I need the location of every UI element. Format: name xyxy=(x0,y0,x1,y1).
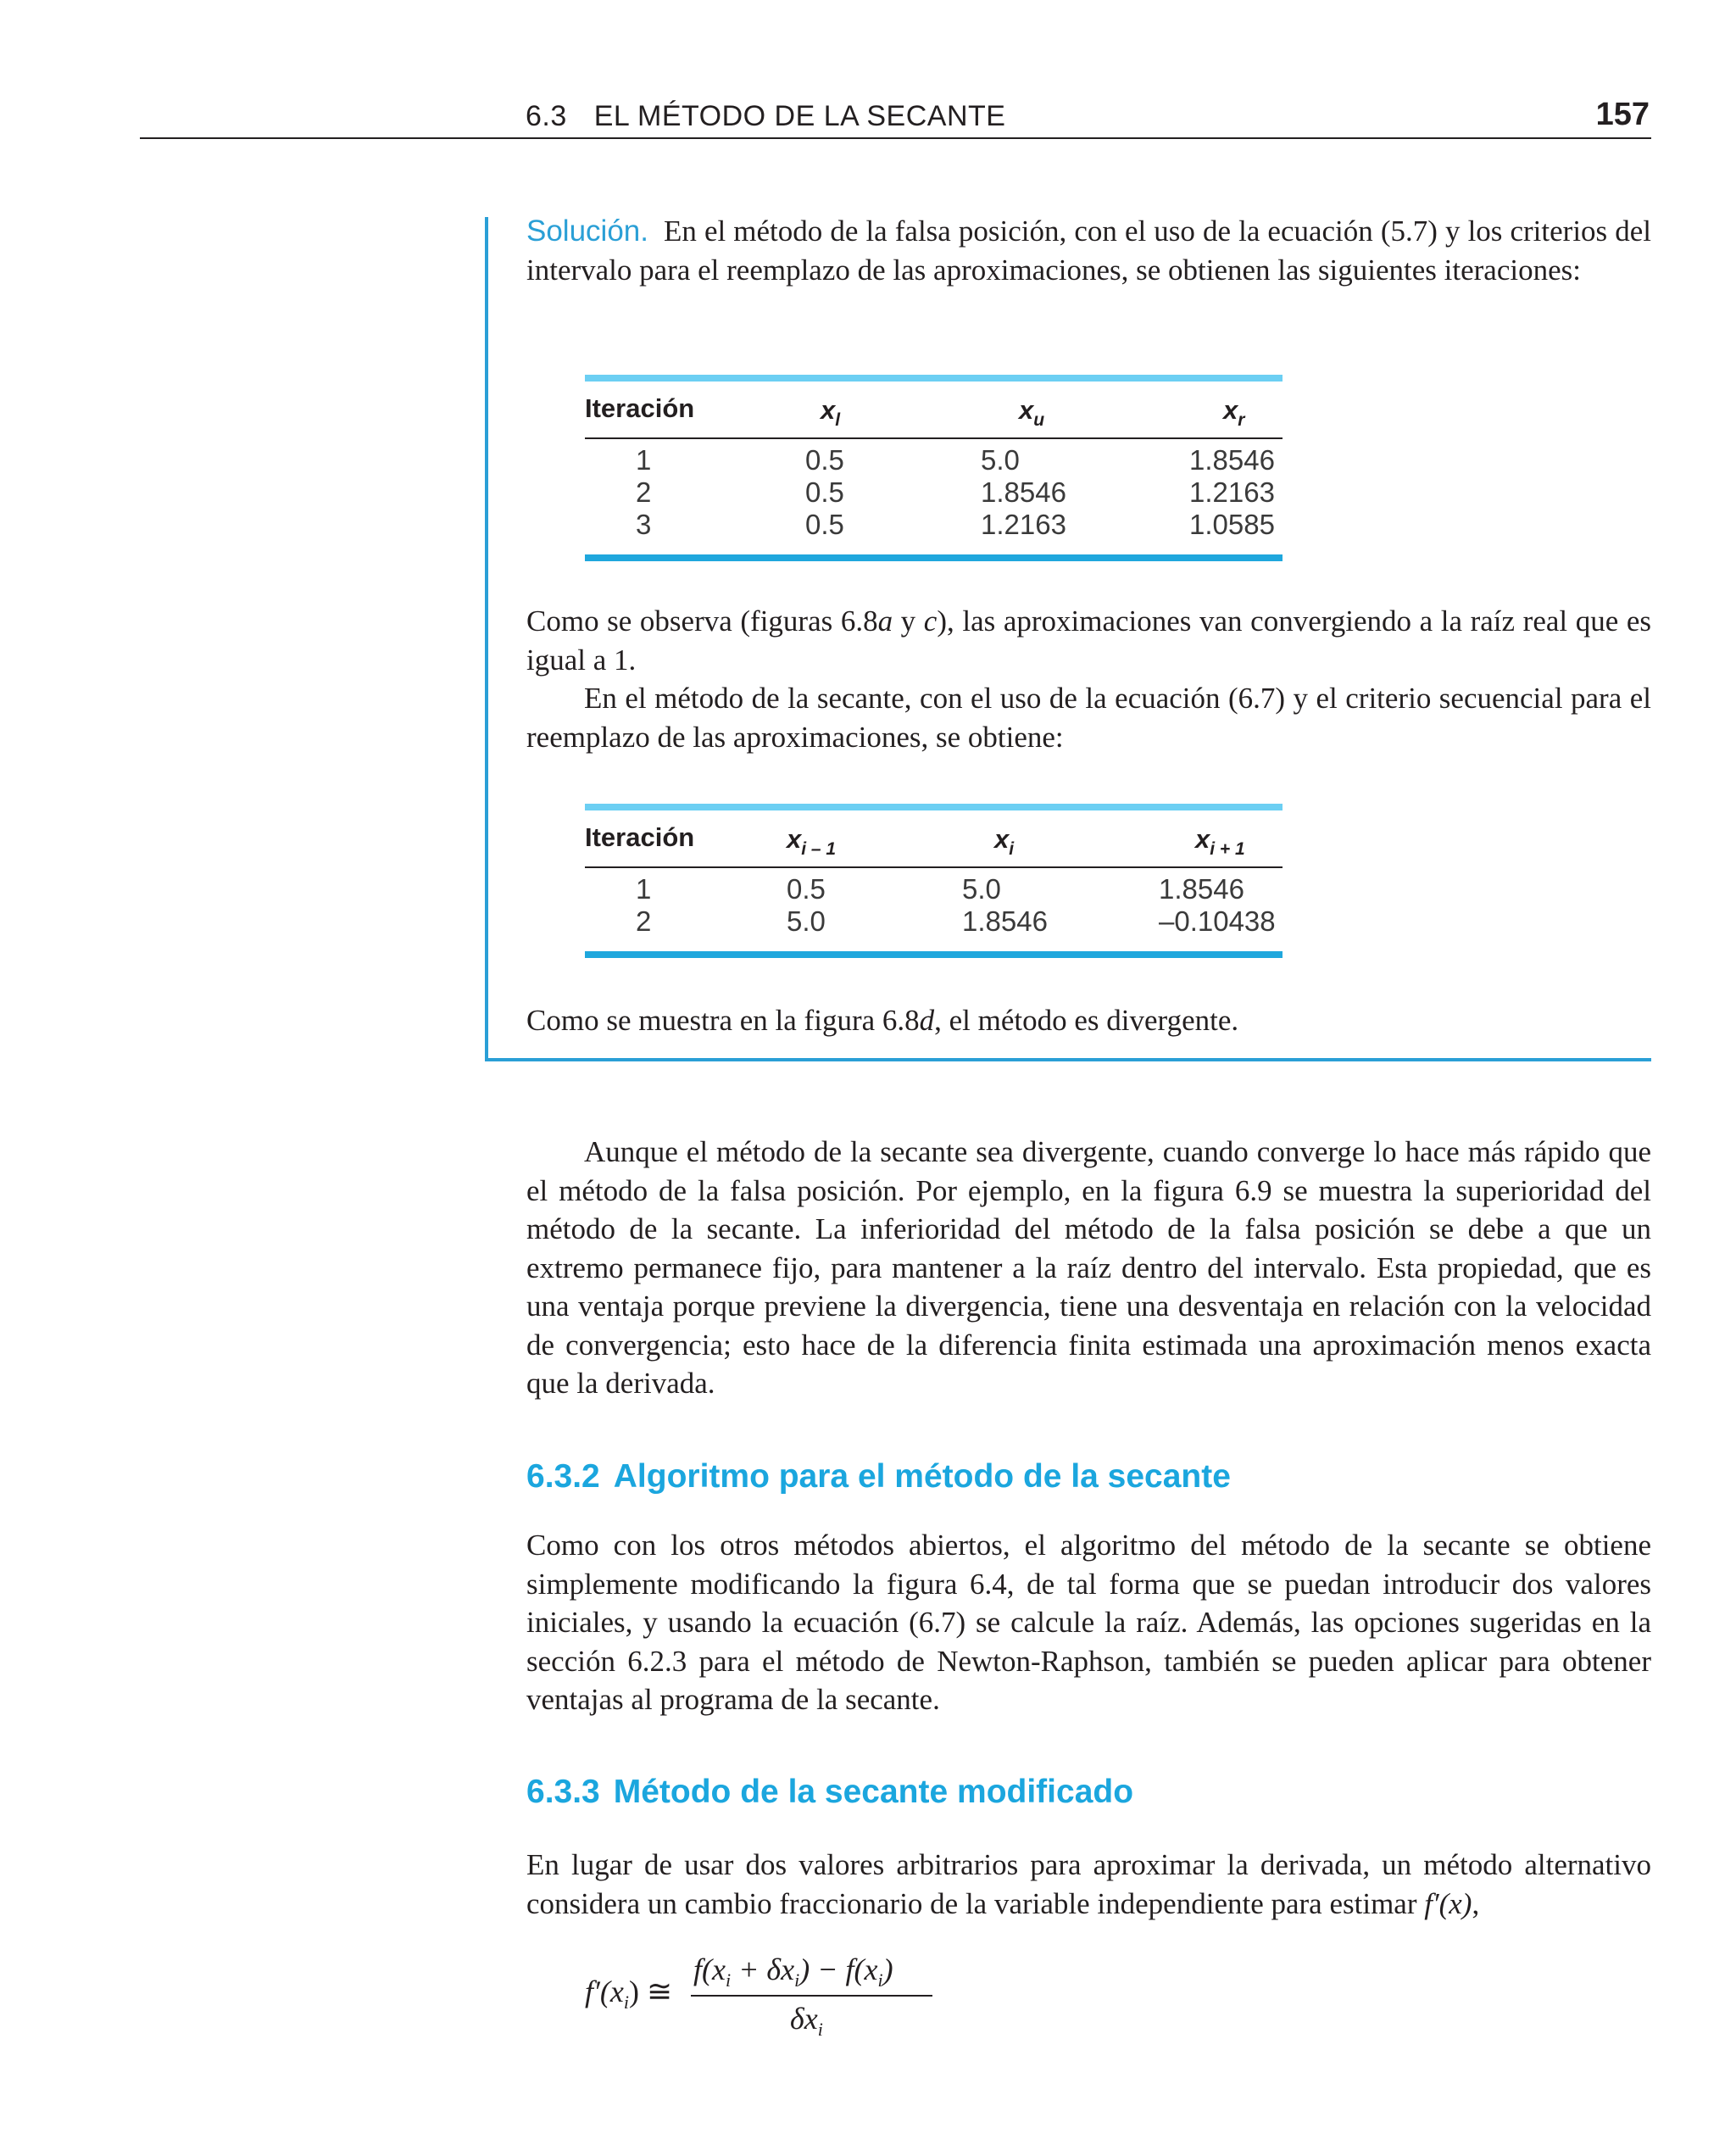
formula-numerator: $f(x_i + \delta x_i) - f(x_i)$ xyxy=(693,1952,893,1991)
page-number: 157 xyxy=(1595,97,1650,132)
text: y xyxy=(893,604,924,638)
section-number: 6.3 xyxy=(526,100,567,132)
header-xi-minus-1: $x_{i - 1}$ xyxy=(787,824,837,859)
figure-letter: a xyxy=(877,604,893,638)
text: Como se muestra en la figura 6.8 xyxy=(526,1004,920,1037)
example-left-bar xyxy=(485,217,488,1061)
modified-secant-formula xyxy=(585,1952,941,2053)
text: Como con los otros métodos abiertos, el algoritmo del método de la secante se obtiene simplemente modificando la figura 6.4, de tal forma que se puedan introducir dos valores iniciales, y usando la ecuación (6.7) se calcule la raíz. Además, las opciones sugeridas en la sección 6.2.3 para el método de Newton-Raphson, también se pueden aplicar para obtener ventajas al programa de la secante. xyxy=(526,1529,1651,1716)
running-header xyxy=(526,100,1005,133)
body-paragraph xyxy=(526,1133,1651,1403)
cell: –0.10438 xyxy=(1159,905,1276,937)
cell: 1 xyxy=(636,873,652,905)
table-bottom-rule xyxy=(585,951,1283,958)
cell: 1.8546 xyxy=(962,905,1048,937)
table-header-rule xyxy=(585,866,1283,868)
cell: 0.5 xyxy=(805,444,844,476)
header-rule xyxy=(140,137,1651,139)
table-row xyxy=(585,444,1283,478)
table-header-row xyxy=(585,393,1283,430)
table-row xyxy=(585,873,1283,907)
cell: 5.0 xyxy=(981,444,1020,476)
text: , el método es divergente. xyxy=(934,1004,1239,1037)
cell: 3 xyxy=(636,509,652,540)
figure-letter: d xyxy=(919,1004,935,1037)
heading-number: 6.3.2 xyxy=(526,1458,600,1495)
cell: 0.5 xyxy=(787,873,826,905)
header-xr: $x_r$ xyxy=(1223,395,1245,430)
table-row xyxy=(585,476,1283,510)
heading-title: Método de la secante modificado xyxy=(613,1774,1134,1810)
figure-letter: c xyxy=(923,604,938,638)
table-header-row xyxy=(585,822,1283,859)
header-iteracion: Iteración xyxy=(585,822,695,852)
table-secant xyxy=(585,804,1283,961)
formula-denominator: $\delta x_i$ xyxy=(790,2002,823,2041)
cell: 1.0585 xyxy=(1189,509,1275,540)
cell: 1.8546 xyxy=(1189,444,1275,476)
cell: 0.5 xyxy=(805,509,844,540)
text: En lugar de usar dos valores arbitrarios para aproximar la derivada, un método alternativo considera un cambio fraccionario de la variable independiente para estimar xyxy=(526,1848,1651,1920)
heading-title: Algoritmo para el método de la secante xyxy=(613,1458,1231,1495)
cell: 1.8546 xyxy=(1159,873,1244,905)
solution-intro xyxy=(526,212,1651,289)
cell: 1.2163 xyxy=(981,509,1066,540)
section-633-paragraph xyxy=(526,1846,1651,1923)
text: ), las aproximaciones van convergiendo a la raíz real que es igual a 1. xyxy=(526,604,1652,677)
cell: 1.2163 xyxy=(1189,476,1275,508)
section-heading-632 xyxy=(526,1458,1231,1496)
text: En el método de la secante, con el uso de la ecuación (6.7) y el criterio secuencial para el reemplazo de las aproximaciones, se obtiene: xyxy=(526,682,1651,754)
chapter-section-title: EL MÉTODO DE LA SECANTE xyxy=(593,100,1006,132)
cell: 5.0 xyxy=(962,873,1001,905)
cell: 2 xyxy=(636,905,652,937)
text: Como se observa (figuras 6.8 xyxy=(526,604,878,638)
cell: 5.0 xyxy=(787,905,826,937)
text: , xyxy=(1472,1886,1480,1920)
table-bottom-rule xyxy=(585,554,1283,561)
header-xi: $x_i$ xyxy=(994,824,1015,859)
cell: 2 xyxy=(636,476,652,508)
secant-intro-paragraph xyxy=(526,679,1651,756)
formula-lhs: $f'(x_i)$ ≅ xyxy=(585,1975,673,2014)
table-top-rule xyxy=(585,375,1283,382)
table-top-rule xyxy=(585,804,1283,810)
example-bottom-rule xyxy=(485,1058,1651,1061)
observation-paragraph xyxy=(526,602,1651,679)
fraction-bar xyxy=(691,1995,932,1997)
solution-label: Solución. xyxy=(526,214,648,248)
header-iteracion: Iteración xyxy=(585,393,695,423)
heading-number: 6.3.3 xyxy=(526,1774,600,1810)
text: Aunque el método de la secante sea divergente, cuando converge lo hace más rápido que el método de la falsa posición. Por ejemplo, en la figura 6.9 se muestra la superioridad del método de la secante. La inferioridad del método de la falsa posición se debe a que un extremo permanece fijo, para mantener a la raíz dentro del intervalo. Esta propiedad, que es una ventaja porque previene la divergencia, tiene una desventaja en relación con la velocidad de convergencia; esto hace de la diferencia finita estimada una aproximación menos exacta que la derivada. xyxy=(526,1135,1651,1400)
cell: 0.5 xyxy=(805,476,844,508)
table-false-position xyxy=(585,375,1283,565)
table-row xyxy=(585,905,1283,939)
section-heading-633 xyxy=(526,1774,1133,1811)
conclusion-paragraph xyxy=(526,1001,1651,1040)
math-inline: f′(x) xyxy=(1424,1886,1472,1920)
table-header-rule xyxy=(585,437,1283,439)
solution-intro-text: En el método de la falsa posición, con el uso de la ecuación (5.7) y los criterios del intervalo para el reemplazo de las aproximaciones, se obtienen las siguientes iteraciones: xyxy=(526,214,1651,287)
section-632-paragraph xyxy=(526,1526,1651,1719)
header-xu: $x_u$ xyxy=(1019,395,1045,430)
header-xi-plus-1: $x_{i + 1}$ xyxy=(1195,824,1245,859)
cell: 1 xyxy=(636,444,652,476)
header-xl: $x_l$ xyxy=(821,395,841,430)
table-row xyxy=(585,509,1283,543)
cell: 1.8546 xyxy=(981,476,1066,508)
